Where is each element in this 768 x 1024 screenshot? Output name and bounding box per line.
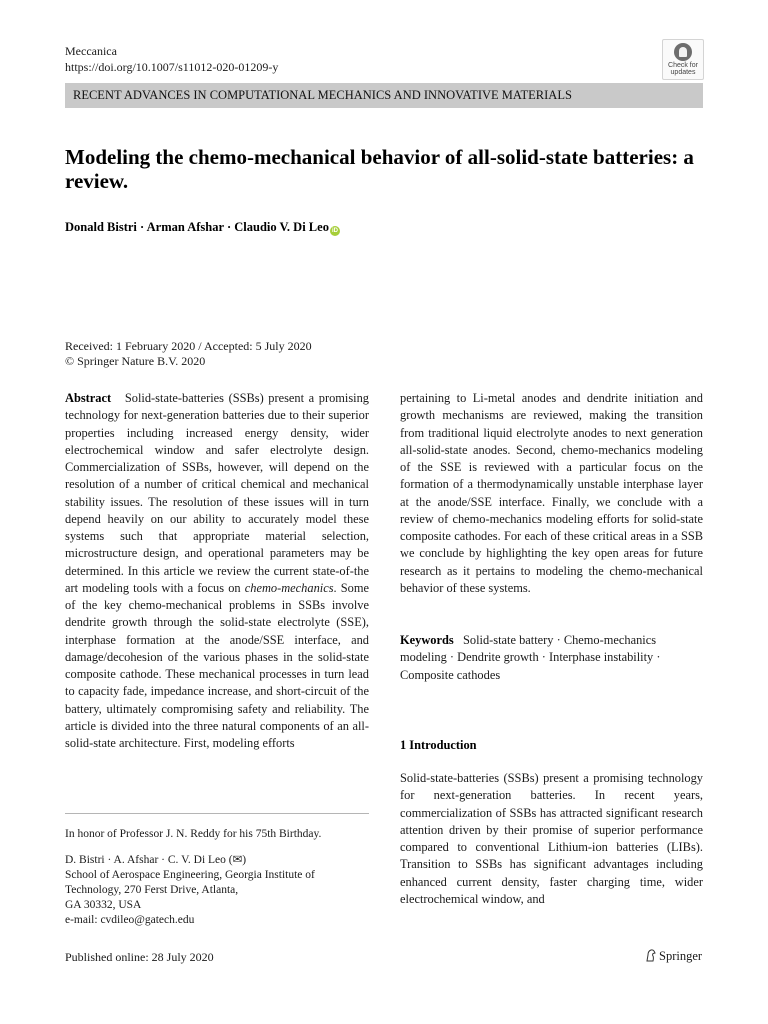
journal-name: Meccanica xyxy=(65,44,117,58)
introduction-heading: 1 Introduction xyxy=(400,738,477,752)
affiliation-line-3: GA 30332, USA xyxy=(65,899,142,911)
abstract-left-column xyxy=(65,390,369,752)
introduction-text xyxy=(400,770,703,908)
abstract-text-3: pertaining to Li-metal anodes and dendrite initiation and growth mechanisms are reviewed, making the transition from traditional liquid electrolyte anodes to next generation all-solid-state anodes. Second, chemo-mechanics modeling of the SSE is reviewed with a particular focus on the formation of a thermodynamically unstable interphase layer at the anode/SSE interface. Finally, we conclude with a review of chemo-mechanics modeling efforts for solid-state composite cathodes. For each of these critical areas in a SSB we conclude by highlighting the key open areas for future research as it pertains to modeling the chemo-mechanical behavior of these systems. xyxy=(400,391,703,595)
doi-link[interactable]: https://doi.org/10.1007/s11012-020-01209-y xyxy=(65,60,279,74)
keywords xyxy=(400,632,703,684)
author-list xyxy=(65,219,340,236)
bookmark-icon xyxy=(674,43,692,61)
affiliation-line-2: Technology, 270 Ferst Drive, Atlanta, xyxy=(65,884,239,896)
section-banner: RECENT ADVANCES IN COMPUTATIONAL MECHANICS AND INNOVATIVE MATERIALS xyxy=(65,83,703,108)
keywords-label: Keywords xyxy=(400,633,454,647)
abstract-text-1: Solid-state-batteries (SSBs) present a promising technology for next-generation batteries due to their superior properties including increased energy density, wider electrochemical window and safer electrolyte design. Commercialization of SSBs, however, will depend on the resolution of a number of critical chemical and mechanical stability issues. The resolution of these issues will in turn depend heavily on our ability to accurately model these systems such that appropriate material selection, microstructure design, and operational parameters may be determined. In this article we review the current state-of-the art modeling tools with a focus on xyxy=(65,391,370,595)
publisher-name: Springer xyxy=(659,949,703,963)
footnote-divider xyxy=(65,813,369,814)
orcid-icon[interactable]: iD xyxy=(331,228,338,234)
publication-date: Published online: 28 July 2020 xyxy=(65,950,214,964)
affiliation-line-1: School of Aerospace Engineering, Georgia Institute of xyxy=(65,869,315,881)
abstract-label: Abstract xyxy=(65,391,112,405)
article-title: Modeling the chemo-mechanical behavior of all-solid-state batteries: a review. xyxy=(65,145,694,193)
abstract-text-2: . Some of the key chemo-mechanical problems in SSBs involve dendrite growth through the solid-state electrolyte (SSE), interphase formation at the anode/SSE interface, and damage/decohesion of the various phases in the solid-state composite cathode. These mechanical processes in turn lead to capacity fade, impedance increase, and short-circuit of the battery, ultimately compromising safety and reliability. The article is divided into the three natural components of an all-solid-state architecture. First, modeling efforts xyxy=(65,580,369,750)
article-dates: Received: 1 February 2020 / Accepted: 5 July 2020 xyxy=(65,339,312,353)
affiliation-authors: D. Bistri · A. Afshar · C. V. Di Leo (✉) xyxy=(65,854,247,866)
abstract-emphasis: chemo-mechanics xyxy=(244,580,334,595)
publisher-logo xyxy=(645,947,702,965)
author-names: Donald Bistri · Arman Afshar · Claudio V. Di Leo xyxy=(65,220,329,234)
introduction-paragraph: Solid-state-batteries (SSBs) present a promising technology for next-generation batteries. In recent years, commercialization of SSBs has attracted significant research attention driven by their promise of superior performance compared to conventional Lithium-ion batteries (LIBs). Transition to SSBs has significant advantages including enhanced current density, faster charging time, wider electrochemical window, and xyxy=(400,771,703,906)
author-affiliation xyxy=(65,853,369,928)
dedication-note: In honor of Professor J. N. Reddy for his 75th Birthday. xyxy=(65,828,322,840)
springer-horse-icon xyxy=(645,949,656,962)
check-for-updates-badge[interactable] xyxy=(662,39,704,80)
abstract-right-column xyxy=(400,390,703,597)
keywords-text: Solid-state battery · Chemo-mechanics modeling · Dendrite growth · Interphase instability · Composite cathodes xyxy=(400,633,661,682)
contact-email[interactable]: e-mail: cvdileo@gatech.edu xyxy=(65,914,195,926)
copyright: © Springer Nature B.V. 2020 xyxy=(65,354,206,368)
check-for-updates-label: Check for updates xyxy=(668,62,698,76)
